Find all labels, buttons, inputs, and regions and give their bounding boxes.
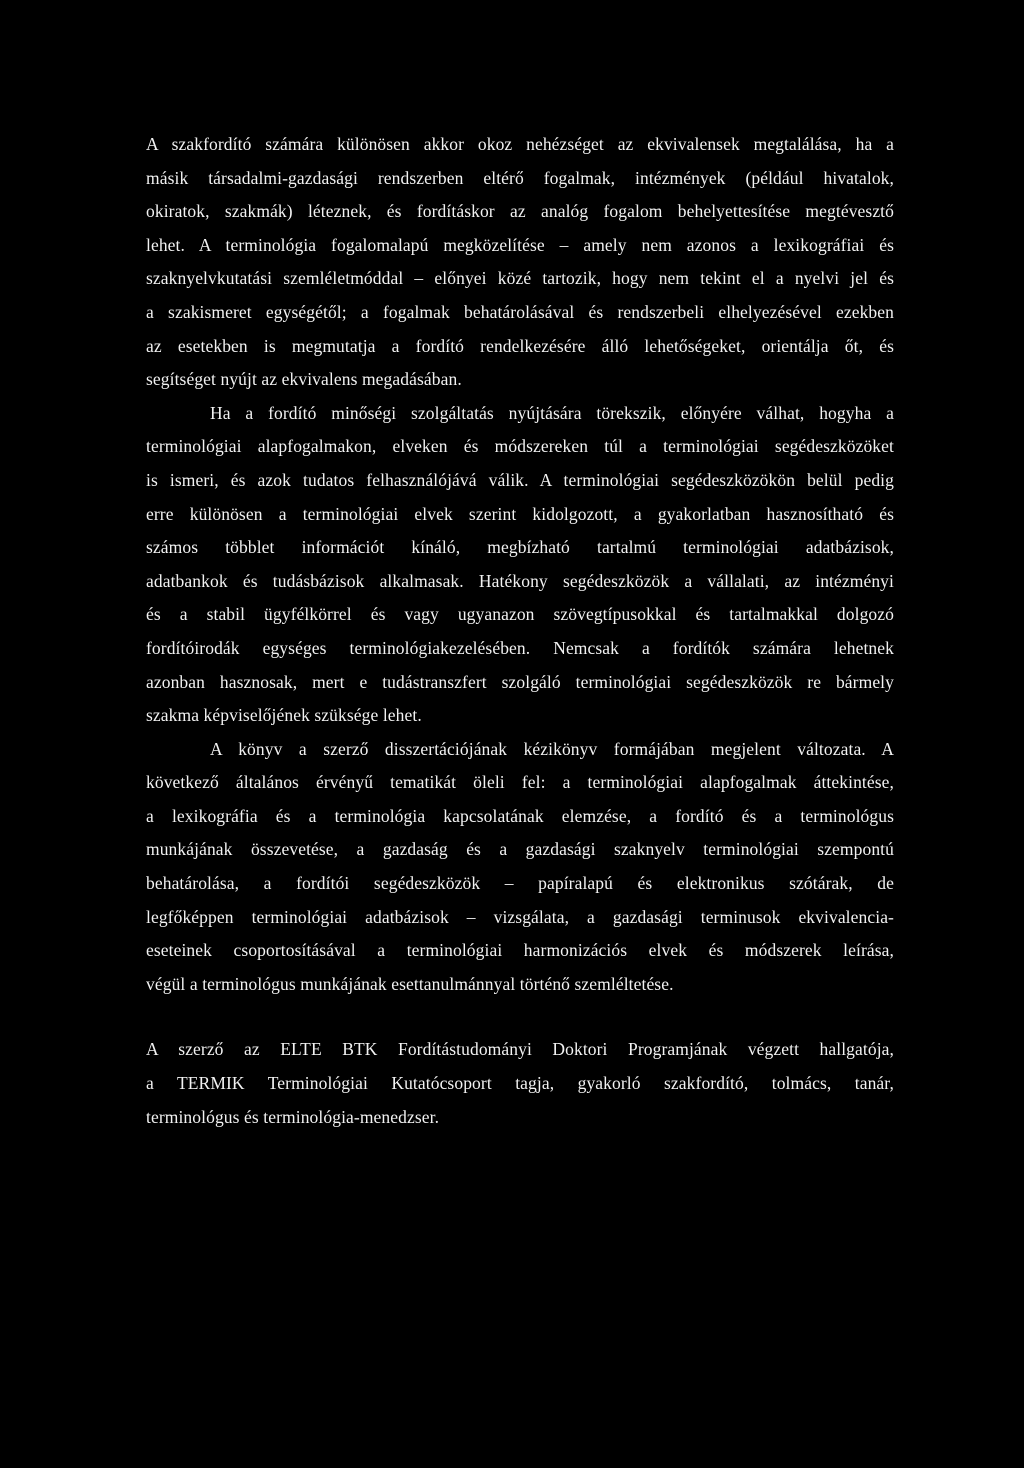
author-bio bbox=[146, 1033, 894, 1134]
text-line: az esetekben is megmutatja a fordító rendelkezésére álló lehetőségeket, orientálja őt, és bbox=[146, 335, 894, 356]
text-line: adatbankok és tudásbázisok alkalmasak. Hatékony segédeszközök a vállalati, az intézményi bbox=[146, 570, 894, 591]
text-line: fordítóirodák egységes terminológiakezelésében. Nemcsak a fordítók számára lehetnek bbox=[146, 637, 894, 658]
text-line: okiratok, szakmák) léteznek, és fordításkor az analóg fogalom behelyettesítése megtévesztő bbox=[146, 201, 894, 222]
text-line: és a stabil ügyfélkörrel és vagy ugyanazon szövegtípusokkal és tartalmakkal dolgozó bbox=[146, 604, 894, 625]
text-line: legfőképpen terminológiai adatbázisok – vizsgálata, a gazdasági terminusok ekvivalencia- bbox=[146, 906, 894, 927]
text-line: végül a terminológus munkájának esettanulmánnyal történő szemléltetése. bbox=[146, 973, 674, 994]
text-line: másik társadalmi-gazdasági rendszerben eltérő fogalmak, intézmények (például hivatalok, bbox=[146, 167, 894, 188]
text-line: szaknyelvkutatási szemléletmóddal – előnyei közé tartozik, hogy nem tekint el a nyelvi jel és bbox=[146, 268, 894, 289]
text-line: eseteinek csoportosításával a terminológiai harmonizációs elvek és módszerek leírása, bbox=[146, 940, 894, 961]
page-content bbox=[146, 128, 894, 1134]
text-line: A könyv a szerző disszertációjának kézikönyv formájában megjelent változata. A bbox=[210, 738, 894, 759]
text-line: A szakfordító számára különösen akkor okoz nehézséget az ekvivalensek megtalálása, ha a bbox=[146, 134, 894, 154]
text-line: a szakismeret egységétől; a fogalmak behatárolásával és rendszerbeli elhelyezésével ezekben bbox=[146, 301, 894, 322]
text-line: számos többlet információt kínáló, megbízható tartalmú terminológiai adatbázisok, bbox=[146, 537, 894, 558]
text-line: terminológus és terminológia-menedzser. bbox=[146, 1106, 440, 1127]
paragraph-2 bbox=[146, 397, 894, 733]
text-line: következő általános érvényű tematikát öleli fel: a terminológiai alapfogalmak áttekintése, bbox=[146, 772, 894, 793]
text-line: szakma képviselőjének szüksége lehet. bbox=[146, 705, 422, 726]
text-line: a TERMIK Terminológiai Kutatócsoport tagja, gyakorló szakfordító, tolmács, tanár, bbox=[146, 1073, 894, 1094]
text-line: A szerző az ELTE BTK Fordítástudományi Doktori Programjának végzett hallgatója, bbox=[146, 1039, 894, 1060]
text-line: behatárolása, a fordítói segédeszközök – papíralapú és elektronikus szótárak, de bbox=[146, 873, 894, 894]
text-line: segítséget nyújt az ekvivalens megadásában. bbox=[146, 369, 462, 390]
text-line: terminológiai alapfogalmakon, elveken és módszereken túl a terminológiai segédeszközöket bbox=[146, 436, 894, 457]
paragraph-1 bbox=[146, 128, 894, 397]
text-line: Ha a fordító minőségi szolgáltatás nyújtására törekszik, előnyére válhat, hogyha a bbox=[210, 402, 894, 423]
text-line: erre különösen a terminológiai elvek szerint kidolgozott, a gyakorlatban hasznosítható és bbox=[146, 503, 894, 524]
paragraph-3 bbox=[146, 733, 894, 1002]
text-line: lehet. A terminológia fogalomalapú megközelítése – amely nem azonos a lexikográfiai és bbox=[146, 234, 894, 255]
text-line: azonban hasznosak, mert e tudástranszfert szolgáló terminológiai segédeszközök re bármely bbox=[146, 671, 894, 692]
text-line: is ismeri, és azok tudatos felhasználójává válik. A terminológiai segédeszközökön belül pedig bbox=[146, 469, 894, 490]
text-line: a lexikográfia és a terminológia kapcsolatának elemzése, a fordító és a terminológus bbox=[146, 805, 894, 826]
text-line: munkájának összevetése, a gazdaság és a gazdasági szaknyelv terminológiai szempontú bbox=[146, 839, 894, 860]
